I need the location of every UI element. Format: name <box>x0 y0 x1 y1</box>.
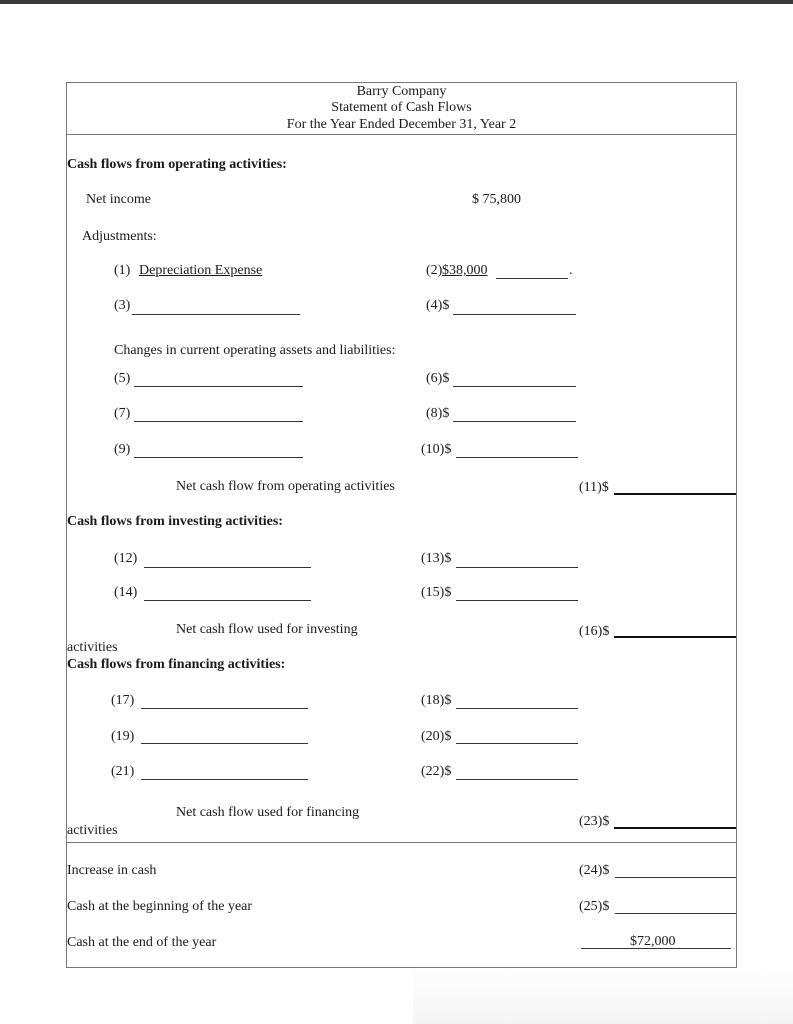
item-11-blank[interactable] <box>614 493 736 495</box>
item-2-trailing-period: . <box>569 263 573 278</box>
item-22-blank[interactable] <box>456 779 578 780</box>
net-income-value: $ 75,800 <box>472 192 521 207</box>
cash-end-value: $72,000 <box>630 934 676 949</box>
item-11-number: (11)$ <box>579 480 609 495</box>
cash-end-label: Cash at the end of the year <box>67 935 217 950</box>
statement-period: For the Year Ended December 31, Year 2 <box>286 117 517 132</box>
item-4-blank[interactable] <box>453 314 576 315</box>
item-5-number: (5) <box>114 371 131 386</box>
item-23-number: (23)$ <box>579 814 610 829</box>
depreciation-amount: $38,000 <box>442 263 488 278</box>
item-17-number: (17) <box>111 693 135 708</box>
item-18-blank[interactable] <box>456 708 578 709</box>
item-6-number: (6)$ <box>426 371 450 386</box>
changes-label: Changes in current operating assets and liabilities: <box>114 343 396 358</box>
increase-in-cash-label: Increase in cash <box>67 863 157 878</box>
item-14-blank[interactable] <box>144 600 311 601</box>
net-financing-label: Net cash flow used for financing <box>176 805 360 820</box>
item-13-blank[interactable] <box>456 567 578 568</box>
depreciation-label: Depreciation Expense <box>139 263 263 278</box>
net-investing-label-continued: activities <box>67 640 118 655</box>
net-income-label: Net income <box>86 192 151 207</box>
item-4-number: (4)$ <box>426 298 450 313</box>
adjustments-label: Adjustments: <box>82 229 157 244</box>
item-14-number: (14) <box>114 585 138 600</box>
financing-heading: Cash flows from financing activities: <box>67 657 286 672</box>
item-21-number: (21) <box>111 764 135 779</box>
item-24-number: (24)$ <box>579 863 610 878</box>
item-25-blank[interactable] <box>615 913 736 914</box>
company-name: Barry Company <box>356 84 447 99</box>
item-8-number: (8)$ <box>426 406 450 421</box>
item-9-number: (9) <box>114 442 131 457</box>
item-16-blank[interactable] <box>614 636 736 638</box>
item-12-blank[interactable] <box>144 567 311 568</box>
summary-divider <box>66 842 737 843</box>
net-investing-label: Net cash flow used for investing <box>176 622 358 637</box>
item-15-number: (15)$ <box>421 585 452 600</box>
item-19-blank[interactable] <box>141 743 308 744</box>
item-3-blank[interactable] <box>132 314 300 315</box>
item-10-blank[interactable] <box>456 457 578 458</box>
item-2-number: (2) <box>426 263 443 278</box>
item-17-blank[interactable] <box>141 708 308 709</box>
cash-beginning-label: Cash at the beginning of the year <box>67 899 253 914</box>
item-13-number: (13)$ <box>421 551 452 566</box>
item-25-number: (25)$ <box>579 899 610 914</box>
item-23-blank[interactable] <box>614 827 736 829</box>
item-21-blank[interactable] <box>141 779 308 780</box>
item-6-blank[interactable] <box>453 386 576 387</box>
statement-title: Statement of Cash Flows <box>331 100 472 115</box>
item-20-blank[interactable] <box>456 743 578 744</box>
item-10-number: (10)$ <box>421 442 452 457</box>
net-financing-label-continued: activities <box>67 823 118 838</box>
item-16-number: (16)$ <box>579 624 610 639</box>
item-7-blank[interactable] <box>134 421 303 422</box>
item-3-number: (3) <box>114 298 131 313</box>
header-divider <box>66 134 737 135</box>
item-15-blank[interactable] <box>456 600 578 601</box>
item-5-blank[interactable] <box>134 386 303 387</box>
item-19-number: (19) <box>111 729 135 744</box>
item-9-blank[interactable] <box>134 457 303 458</box>
item-8-blank[interactable] <box>453 421 576 422</box>
item-18-number: (18)$ <box>421 693 452 708</box>
item-1-number: (1) <box>114 263 131 278</box>
bottom-shadow <box>413 964 793 1024</box>
operating-heading: Cash flows from operating activities: <box>67 157 287 172</box>
net-operating-label: Net cash flow from operating activities <box>176 479 395 494</box>
item-22-number: (22)$ <box>421 764 452 779</box>
item-24-blank[interactable] <box>615 877 736 878</box>
item-7-number: (7) <box>114 406 131 421</box>
item-2-blank <box>496 278 568 279</box>
item-20-number: (20)$ <box>421 729 452 744</box>
item-12-number: (12) <box>114 551 138 566</box>
investing-heading: Cash flows from investing activities: <box>67 514 283 529</box>
top-bar <box>0 0 793 4</box>
